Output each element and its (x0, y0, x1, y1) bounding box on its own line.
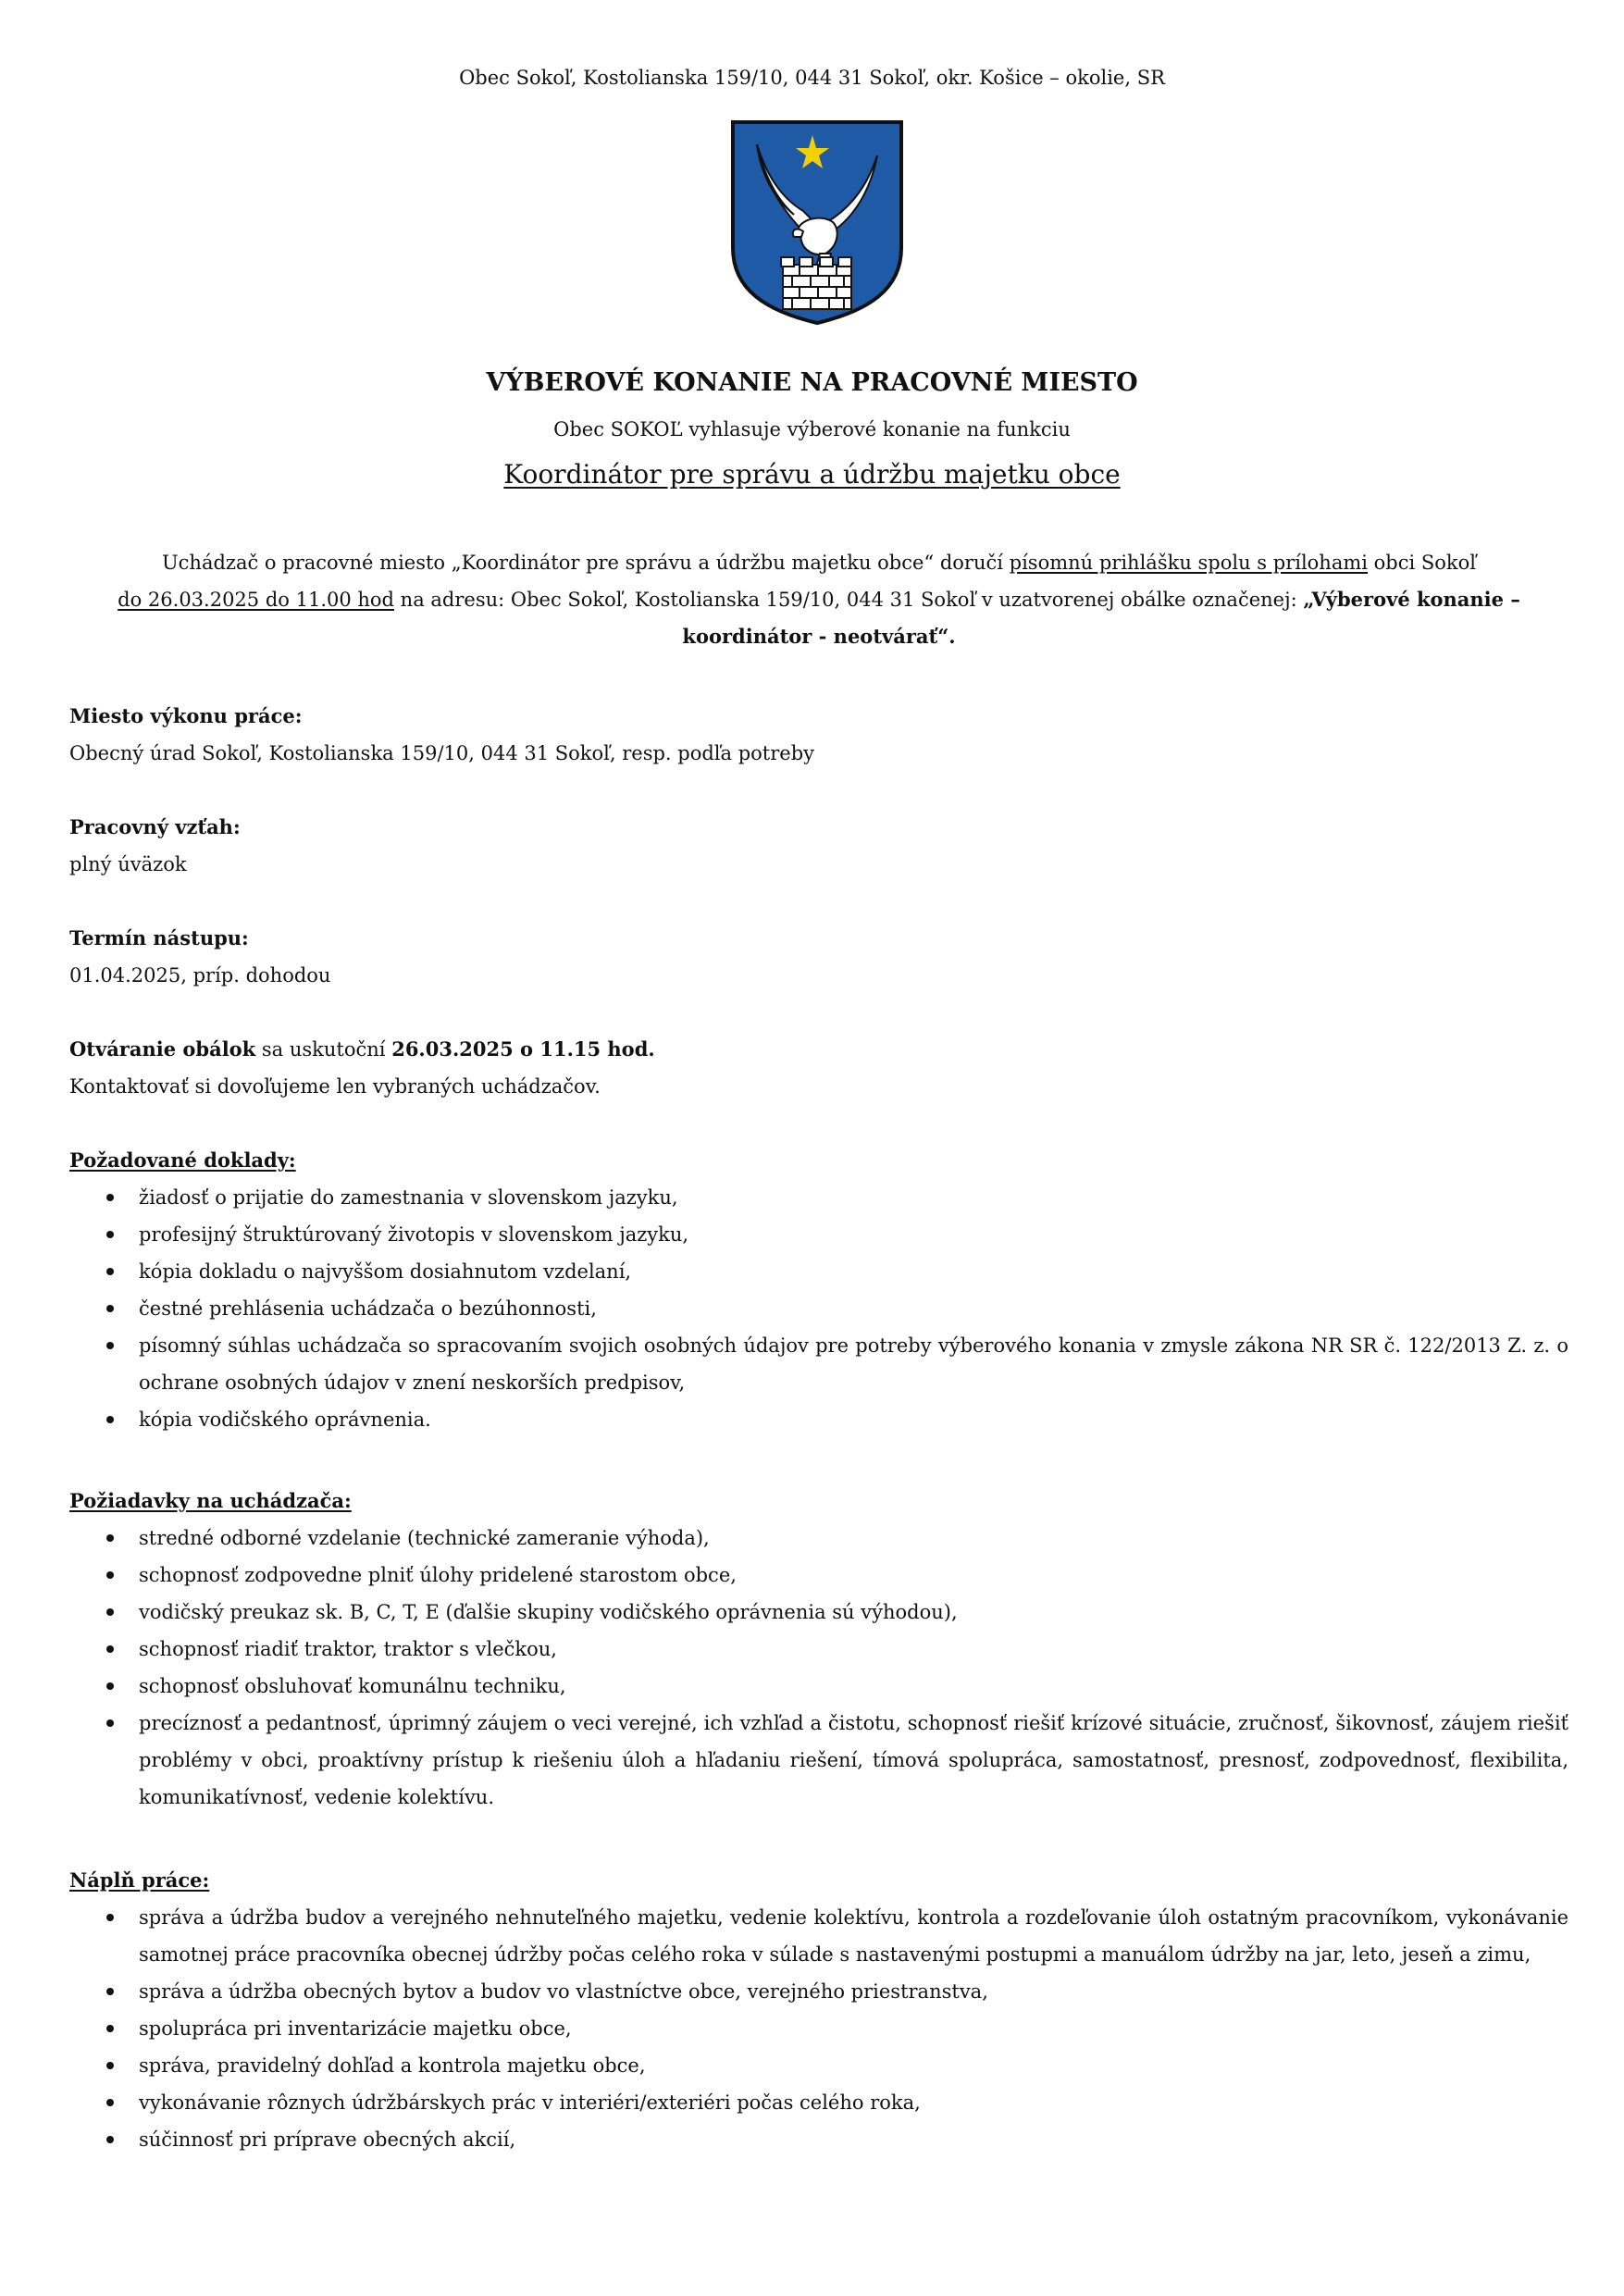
section-doklady (69, 1142, 1568, 1438)
intro-deadline: do 26.03.2025 do 11.00 hod (118, 589, 394, 611)
list-item: stredné odborné vzdelanie (technické zameranie výhoda), (69, 1520, 1568, 1557)
coat-of-arms-icon (729, 118, 905, 327)
doklady-label: Požadované doklady: (69, 1148, 296, 1172)
vztah-value: plný úväzok (69, 853, 187, 875)
list-item: správa, pravidelný dohľad a kontrola majetku obce, (69, 2047, 1568, 2084)
intro-underline-1: písomnú prihlášku spolu s prílohami (1009, 552, 1368, 574)
list-item: spolupráca pri inventarizácie majetku obce, (69, 2010, 1568, 2047)
intro-text-1: Uchádzač o pracovné miesto „Koordinátor pre správu a údržbu majetku obce“ doručí (161, 552, 1010, 574)
termin-label: Termín nástupu: (69, 926, 249, 949)
list-item: správa a údržba obecných bytov a budov vo vlastníctve obce, verejného priestranstva, (69, 1973, 1568, 2010)
list-item: čestné prehlásenia uchádzača o bezúhonnosti, (69, 1290, 1568, 1327)
otvaranie-label: Otváranie obálok (69, 1037, 256, 1061)
section-miesto (69, 698, 1568, 772)
intro-text-3: na adresu: Obec Sokoľ, Kostolianska 159/10, 044 31 Sokoľ v uzatvorenej obálke označenej: (394, 589, 1304, 611)
section-poziadavky (69, 1483, 1568, 1816)
tower-icon (781, 257, 851, 309)
list-item: precíznosť a pedantnosť, úprimný záujem o veci verejné, ich vzhľad a čistotu, schopnosť riešiť krízové situácie, zručnosť, šikovnosť, záujem riešiť problémy v obci, proaktívny prístup k riešeniu úloh a hľadaniu riešení, tímová spolupráca, samostatnosť, presnosť, zodpovednosť, flexibilita, komunikatívnosť, vedenie kolektívu. (69, 1705, 1568, 1816)
announcement: Obec SOKOĽ vyhlasuje výberové konanie na funkciu (553, 418, 1071, 441)
termin-value: 01.04.2025, príp. dohodou (69, 964, 331, 987)
vztah-label: Pracovný vzťah: (69, 815, 241, 838)
header-address: Obec Sokoľ, Kostolianska 159/10, 044 31 Sokoľ, okr. Košice – okolie, SR (459, 67, 1165, 89)
list-item: žiadosť o prijatie do zamestnania v slovenskom jazyku, (69, 1179, 1568, 1216)
list-item: schopnosť zodpovedne plniť úlohy pridelené starostom obce, (69, 1557, 1568, 1594)
list-item: vodičský preukaz sk. B, C, T, E (ďalšie skupiny vodičského oprávnenia sú výhodou), (69, 1594, 1568, 1631)
position-name-text: Koordinátor pre správu a údržbu majetku obce (503, 459, 1121, 490)
miesto-value: Obecný úrad Sokoľ, Kostolianska 159/10, 044 31 Sokoľ, resp. podľa potreby (69, 742, 815, 764)
list-item: písomný súhlas uchádzača so spracovaním svojich osobných údajov pre potreby výberového konania v zmysle zákona NR SR č. 122/2013 Z. z. o ochrane osobných údajov v znení neskorších predpisov, (69, 1327, 1568, 1401)
list-item: schopnosť riadiť traktor, traktor s vlečkou, (69, 1631, 1568, 1668)
list-item: vykonávanie rôznych údržbárskych prác v interiéri/exteriéri počas celého roka, (69, 2084, 1568, 2121)
list-item: kópia vodičského oprávnenia. (69, 1401, 1568, 1438)
intro-paragraph (69, 544, 1568, 655)
poziadavky-label: Požiadavky na uchádzača: (69, 1489, 352, 1512)
position-name (0, 459, 1624, 490)
miesto-label: Miesto výkonu práce: (69, 704, 303, 727)
otvaranie-note: Kontaktovať si dovoľujeme len vybraných uchádzačov. (69, 1075, 601, 1098)
page-title: VÝBEROVÉ KONANIE NA PRACOVNÉ MIESTO (486, 368, 1138, 397)
otvaranie-date: 26.03.2025 o 11.15 hod. (391, 1037, 655, 1061)
list-item: súčinnosť pri príprave obecných akcií, (69, 2121, 1568, 2158)
doklady-list (69, 1179, 1568, 1438)
list-item: správa a údržba budov a verejného nehnuteľného majetku, vedenie kolektívu, kontrola a rozdeľovanie úloh ostatným pracovníkom, vykonávanie samotnej práce pracovníka obecnej údržby počas celého roka v súlade s nastavenými postupmi a manuálom údržby na jar, leto, jeseň a zimu, (69, 1899, 1568, 1973)
intro-text-2: obci Sokoľ (1367, 552, 1477, 574)
section-vztah (69, 809, 1568, 883)
napln-label: Náplň práce: (69, 1868, 210, 1892)
section-otvaranie (69, 1031, 1568, 1105)
napln-list (69, 1899, 1568, 2158)
section-termin (69, 920, 1568, 994)
intro-envelope-label: „Výberové konanie – koordinátor - neotvárať“. (682, 588, 1520, 648)
poziadavky-list (69, 1520, 1568, 1816)
list-item: schopnosť obsluhovať komunálnu techniku, (69, 1668, 1568, 1705)
list-item: kópia dokladu o najvyššom dosiahnutom vzdelaní, (69, 1253, 1568, 1290)
otvaranie-mid: sa uskutoční (255, 1038, 392, 1061)
list-item: profesijný štruktúrovaný životopis v slovenskom jazyku, (69, 1216, 1568, 1253)
section-napln (69, 1862, 1568, 2158)
